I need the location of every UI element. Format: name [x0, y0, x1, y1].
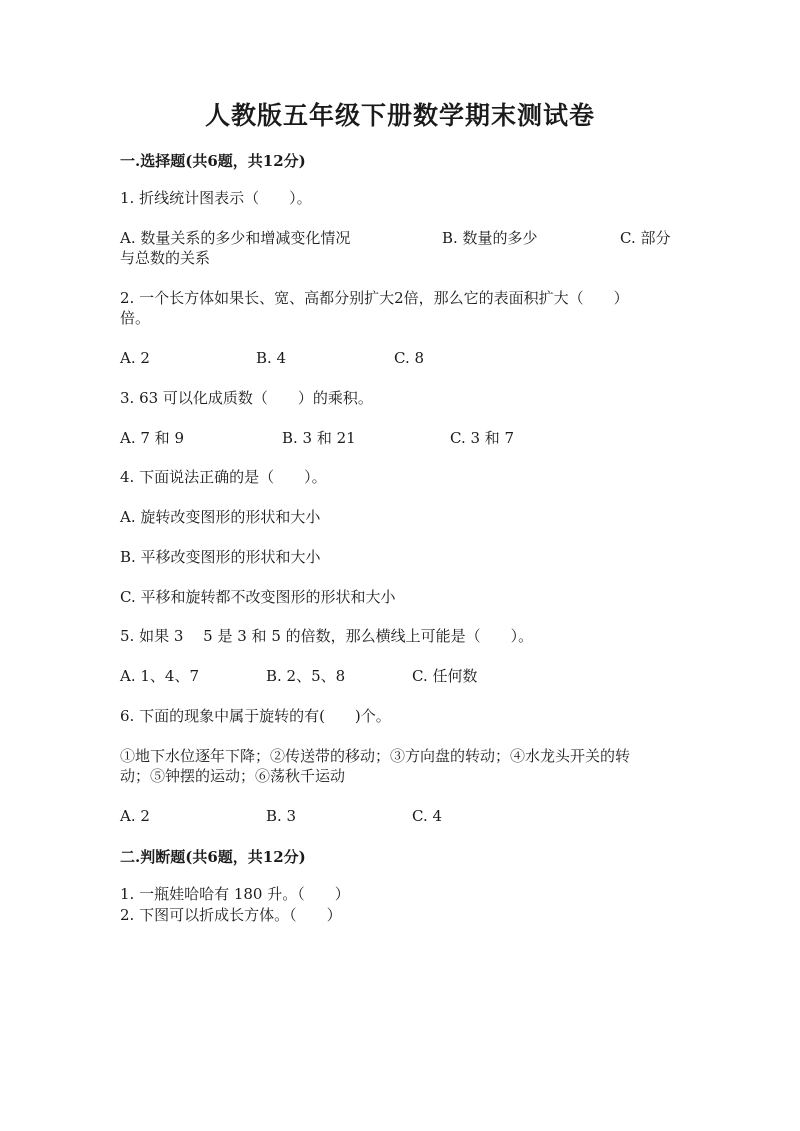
question-4-option-a: A. 旋转改变图形的形状和大小 — [120, 508, 321, 526]
question-5-option-b: B. 2、5、8 — [266, 667, 346, 685]
question-5-stem: 5. 如果 3 5 是 3 和 5 的倍数，那么横线上可能是（ ）。 — [120, 627, 534, 645]
question-6-option-a: A. 2 — [120, 807, 150, 825]
question-3-stem: 3. 63 可以化成质数（ ）的乘积。 — [120, 389, 373, 407]
question-6-option-c: C. 4 — [412, 807, 443, 825]
question-5-option-c: C. 任何数 — [412, 667, 478, 685]
question-5-option-a: A. 1、4、7 — [120, 667, 199, 685]
question-1-option-a: A. 数量关系的多少和增减变化情况 — [120, 229, 351, 247]
section-heading-choice: 一.选择题(共6题，共12分) — [120, 152, 306, 170]
question-2-option-a: A. 2 — [120, 349, 150, 367]
question-3-option-b: B. 3 和 21 — [282, 429, 356, 447]
question-1-option-b: B. 数量的多少 — [442, 229, 538, 247]
question-2-option-b: B. 4 — [256, 349, 287, 367]
question-6-detail-line-2: 动；⑤钟摆的运动；⑥荡秋千运动 — [120, 767, 346, 785]
true-false-question-1: 1. 一瓶娃哈哈有 180 升。（ ） — [120, 885, 350, 903]
question-2-stem-line-1: 2. 一个长方体如果长、宽、高都分别扩大2倍，那么它的表面积扩大（ ） — [120, 289, 629, 307]
question-3-option-c: C. 3 和 7 — [450, 429, 515, 447]
page-title: 人教版五年级下册数学期末测试卷 — [204, 101, 595, 130]
question-3-option-a: A. 7 和 9 — [120, 429, 184, 447]
question-1-option-c-continued: 与总数的关系 — [120, 249, 211, 267]
question-2-stem-line-2: 倍。 — [120, 309, 151, 327]
question-6-detail-line-1: ①地下水位逐年下降；②传送带的移动；③方向盘的转动；④水龙头开关的转 — [120, 747, 631, 765]
question-4-option-c: C. 平移和旋转都不改变图形的形状和大小 — [120, 588, 396, 606]
true-false-question-2: 2. 下图可以折成长方体。（ ） — [120, 906, 342, 924]
question-6-stem: 6. 下面的现象中属于旋转的有( )个。 — [120, 707, 391, 725]
question-1-stem: 1. 折线统计图表示（ ）。 — [120, 189, 312, 207]
question-4-option-b: B. 平移改变图形的形状和大小 — [120, 548, 321, 566]
question-4-stem: 4. 下面说法正确的是（ ）。 — [120, 468, 327, 486]
question-6-option-b: B. 3 — [266, 807, 297, 825]
section-heading-true-false: 二.判断题(共6题，共12分) — [120, 848, 306, 866]
question-1-option-c: C. 部分 — [620, 229, 671, 247]
question-2-option-c: C. 8 — [394, 349, 425, 367]
